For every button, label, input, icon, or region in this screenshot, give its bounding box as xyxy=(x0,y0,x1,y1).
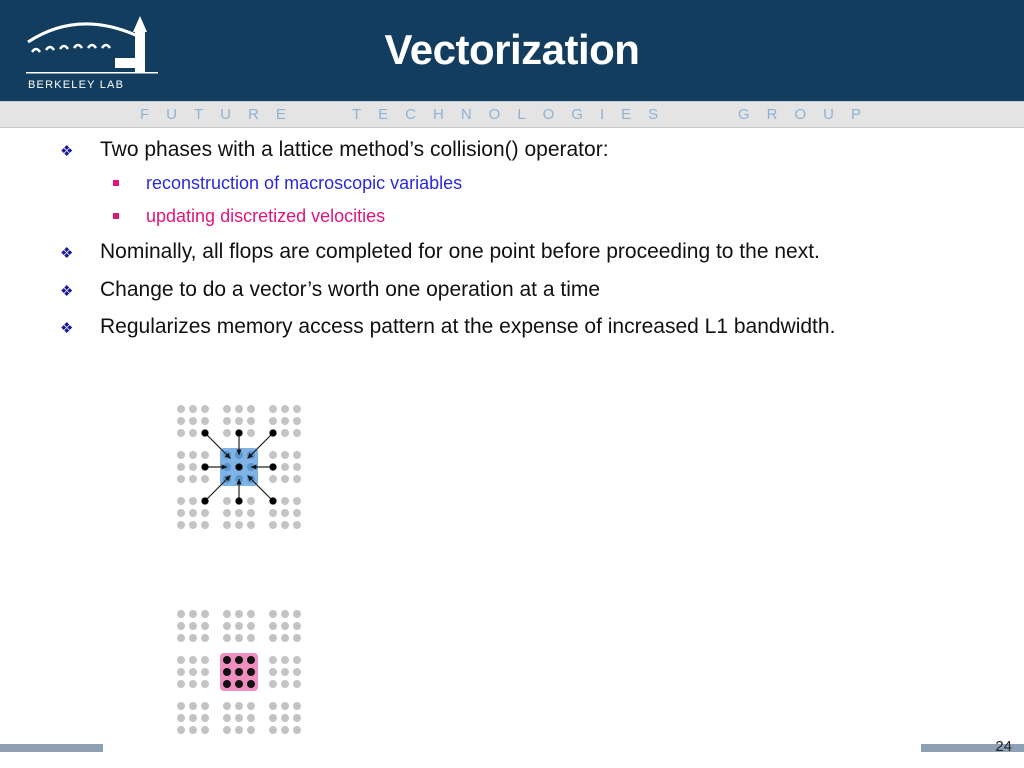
page-number: 24 xyxy=(995,738,1012,755)
arrow-head xyxy=(222,464,227,469)
neighbor-point xyxy=(270,498,277,505)
neighbor-point xyxy=(236,430,243,437)
neighbor-arrow xyxy=(205,475,231,501)
center-point xyxy=(236,464,243,471)
slide-title: Vectorization xyxy=(384,26,640,73)
band-word-group: GROUP xyxy=(738,106,879,123)
neighbor-point xyxy=(202,498,209,505)
bullet-diamond-icon: ❖ xyxy=(60,143,74,160)
bullet-text-2: Nominally, all flops are completed for one point before proceeding to the next. xyxy=(100,240,820,263)
footer-bar-left xyxy=(0,744,103,752)
neighbor-point xyxy=(270,430,277,437)
band-word-future: FUTURE xyxy=(140,106,303,123)
neighbor-point xyxy=(270,464,277,471)
arrow-head xyxy=(236,479,241,484)
band-word-technologies: TECHNOLOGIES xyxy=(352,106,676,123)
arrow-head xyxy=(251,464,256,469)
bullet-text-3: Change to do a vector’s worth one operation at a time xyxy=(100,278,601,301)
arrow-head xyxy=(236,450,241,455)
bullet-diamond-icon: ❖ xyxy=(60,245,74,262)
sub-bullet-text-2: updating discretized velocities xyxy=(146,206,386,226)
neighbor-arrow xyxy=(247,475,273,501)
sub-bullet-text-1: reconstruction of macroscopic variables xyxy=(146,173,463,193)
bullet-diamond-icon: ❖ xyxy=(60,320,74,337)
bullet-text-1: Two phases with a lattice method’s collision() operator: xyxy=(100,138,609,161)
bullet-text-4: Regularizes memory access pattern at the expense of increased L1 bandwidth. xyxy=(100,315,836,338)
neighbor-arrow xyxy=(247,433,273,459)
bullet-diamond-icon: ❖ xyxy=(60,283,74,300)
neighbor-arrow xyxy=(205,433,231,459)
logo-text: BERKELEY LAB xyxy=(28,79,125,91)
neighbor-point xyxy=(236,498,243,505)
neighbor-point xyxy=(202,430,209,437)
neighbor-point xyxy=(202,464,209,471)
